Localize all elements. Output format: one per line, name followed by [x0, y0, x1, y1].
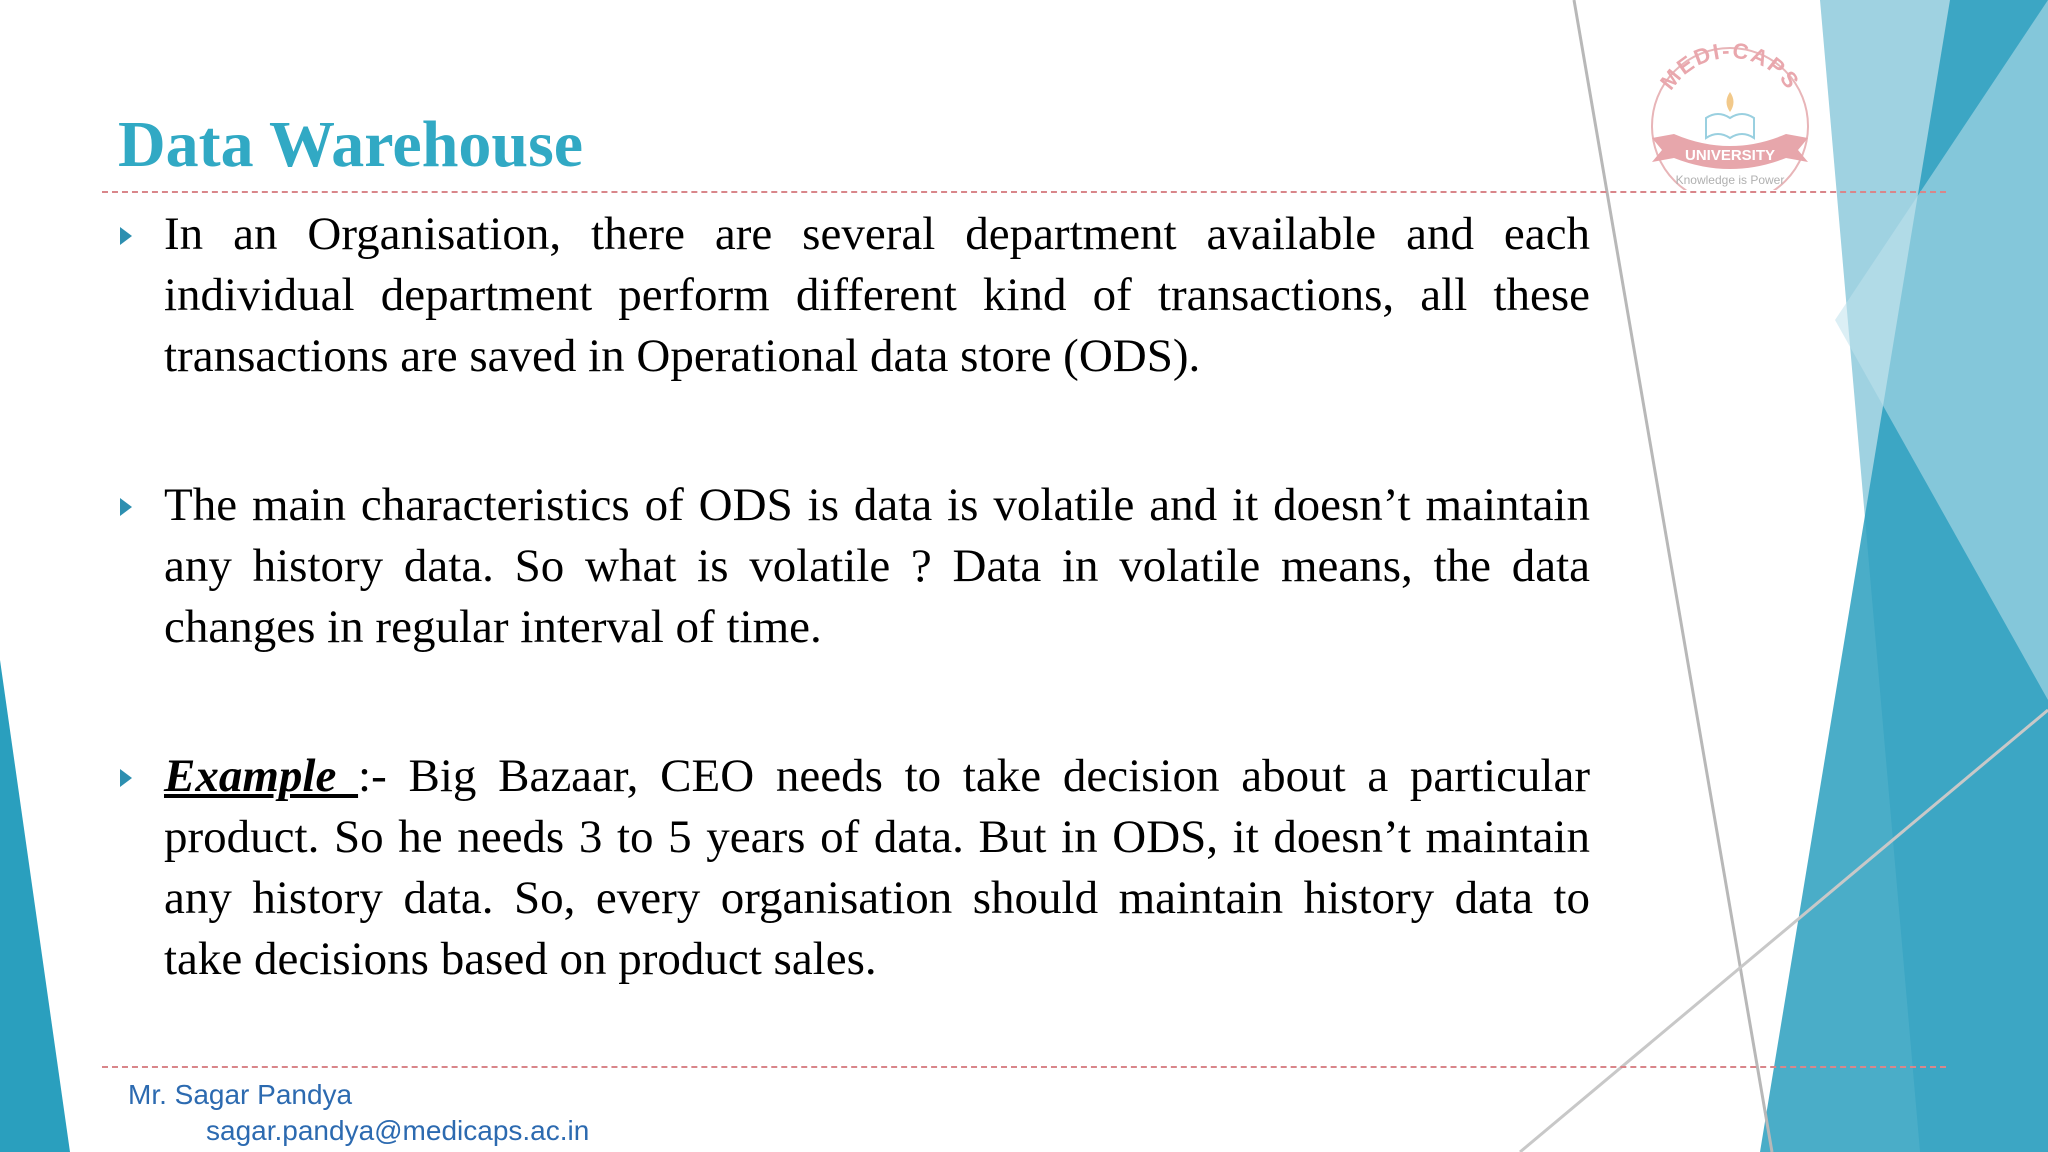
top-divider: [102, 191, 1946, 193]
bullet-ods-intro: [120, 204, 1590, 387]
logo-tagline: Knowledge is Power: [1675, 173, 1785, 187]
footer-author: Mr. Sagar Pandya: [128, 1079, 353, 1110]
bullet-text: In an Organisation, there are several department available and each individual department perform different kind of transactions, all these transactions are saved in Operational data store (ODS).: [164, 208, 1590, 382]
footer-email: sagar.pandya@medicaps.ac.in: [206, 1115, 590, 1146]
slide-title: Data Warehouse: [118, 108, 584, 181]
bullet-arrow-icon: [120, 498, 132, 516]
bullet-arrow-icon: [120, 227, 132, 245]
bottom-divider: [102, 1066, 1946, 1068]
bullet-text: The main characteristics of ODS is data is volatile and it doesn’t maintain any history data. So what is volatile ? Data in volatile means, the data changes in regular interval of time.: [164, 479, 1590, 653]
logo-arc-text: MEDI-CAPS: [1655, 37, 1806, 95]
bullet-example: [120, 746, 1590, 990]
bullet-list: [120, 204, 1590, 990]
logo-ribbon-text: UNIVERSITY: [1684, 147, 1776, 164]
book-icon: [1706, 114, 1754, 138]
bullet-text: :- Big Bazaar, CEO needs to take decision about a particular product. So he needs 3 to 5 years of data. But in ODS, it doesn’t maintain any history data. So, every organisation should maintain history data to take decisions based on product sales.: [164, 750, 1590, 985]
flame-icon: [1727, 92, 1734, 112]
university-logo: [1622, 34, 1836, 190]
left-corner-wedge: [0, 660, 70, 1152]
bullet-ods-characteristics: [120, 475, 1590, 658]
example-label: Example: [164, 750, 359, 802]
bullet-arrow-icon: [120, 769, 132, 787]
